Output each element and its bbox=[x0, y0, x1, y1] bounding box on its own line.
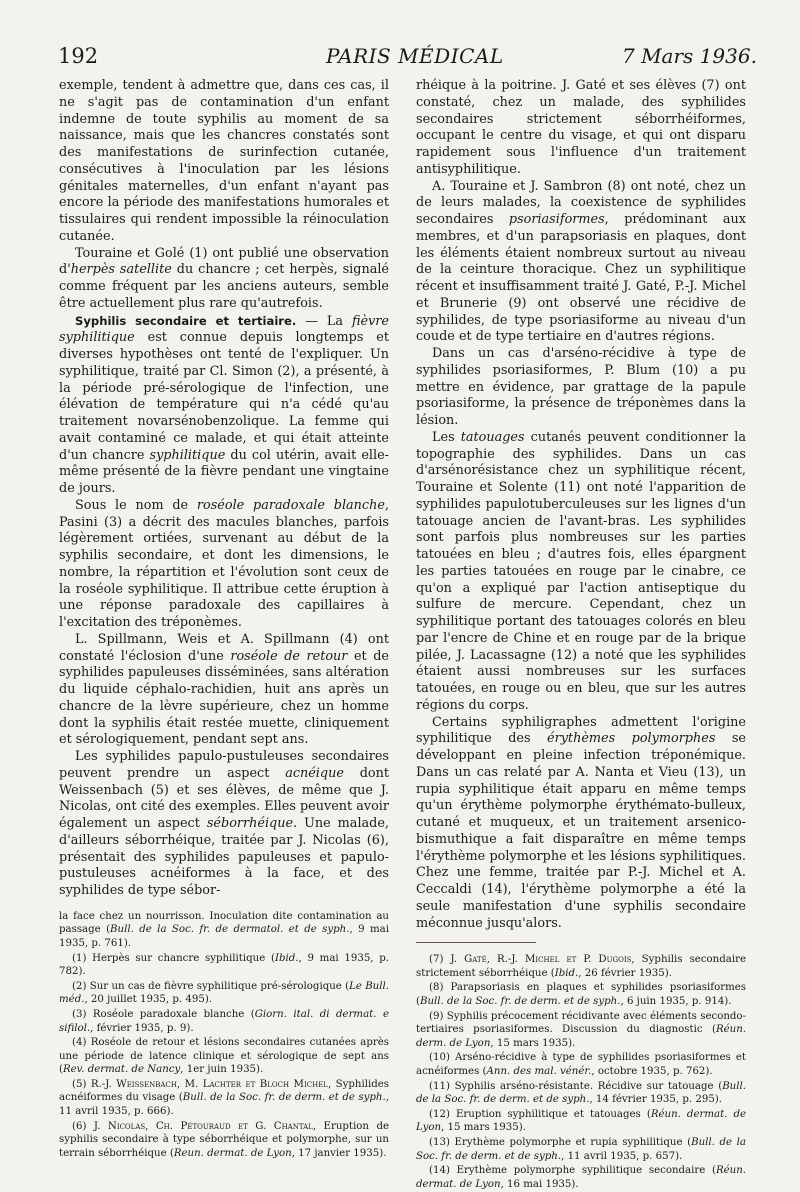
section-heading: Syphilis secondaire et tertiaire. bbox=[75, 313, 297, 328]
paragraph: Touraine et Golé (1) ont publié une observation d'herpès satellite du chancre ; cet herpès, signalé comme fréquent par les anciens auteurs, semble être actuellement plus rare qu'autrefois. bbox=[59, 245, 389, 311]
paragraph: Dans un cas d'arséno-récidive à type de syphilides psoriasiformes, P. Blum (10) a pu mettre en évidence, par grattage de la papule psoriasiforme, la présence de tréponèmes dans la lésion. bbox=[416, 346, 746, 428]
paragraph: Les tatouages cutanés peuvent conditionner la topographie des syphilides. Dans un cas d'arsénorésistance chez un syphilitique récent, Touraine et Solente (11) ont noté l'apparition de syphilides papulotuberculeuses sur les lignes d'un tatouage ancien de l'avant-bras. Les syphilides sont parfois plus nombreuses sur les parties tatouées en bleu ; d'autres fois, elles épargnent les parties tatouées en rouge par le cinabre, ce qu'on a expliqué par l'action antiseptique du sulfure de mercure. Cependant, chez un syphilitique portant des tatouages colorés en bleu par l'encre de Chine et en rouge par de la brique pilée, J. Lacassagne (12) a noté que les syphilides étaient aussi nombreuses sur les surfaces tatouées, en rouge ou en bleu, que sur les autres régions du corps. bbox=[416, 429, 746, 713]
footnote: (3) Roséole paradoxale blanche (Giorn. ital. di dermat. e sifilol., février 1935, p. 9). bbox=[59, 1008, 389, 1034]
footnote: (1) Herpès sur chancre syphilitique (Ibid., 9 mai 1935, p. 782). bbox=[59, 952, 389, 978]
footnote: (2) Sur un cas de fièvre syphilitique pré-sérologique (Le Bull. méd., 20 juillet 1935, p. 495). bbox=[59, 980, 389, 1006]
footnote: (5) R.-J. Weissenbach, M. Lachter et Bloch Michel, Syphilides acnéiformes du visage (Bull. de la Soc. fr. de derm. et de syph., 11 avril 1935, p. 666). bbox=[59, 1078, 389, 1118]
paragraph: A. Touraine et J. Sambron (8) ont noté, chez un de leurs malades, la coexistence de syphilides secondaires psoriasiformes, prédominant aux membres, et d'un parapsoriasis en plaques, dont les éléments étaient nombreux surtout au niveau de la ceinture thoracique. Chez un syphilitique récent et insuffisamment traité J. Gaté, P.-J. Michel et Brunerie (9) ont observé une récidive de syphilides, de type psoriasiforme au niveau d'un coude et de type tertiaire en d'autres régions. bbox=[416, 178, 746, 345]
footnote: (11) Syphilis arséno-résistante. Récidive sur tatouage (Bull. de la Soc. fr. de derm. et de syph., 14 février 1935, p. 295). bbox=[416, 1080, 746, 1106]
footnote: (14) Erythème polymorphe syphilitique secondaire (Réun. dermat. de Lyon, 16 mai 1935). bbox=[416, 1165, 746, 1190]
page-number: 192 bbox=[58, 44, 99, 68]
left-body-text bbox=[59, 78, 389, 900]
footnote: (8) Parapsoriasis en plaques et syphilides psoriasiformes (Bull. de la Soc. fr. de derm. et de syph., 6 juin 1935, p. 914). bbox=[416, 982, 746, 1008]
footnote: (4) Roséole de retour et lésions secondaires cutanées après une période de latence clinique et sérologique de sept ans (Rev. dermat. de Nancy, 1er juin 1935). bbox=[59, 1037, 389, 1076]
journal-title: PARIS MÉDICAL bbox=[326, 44, 504, 68]
footnote: (7) J. Gaté, R.-J. Michel et P. Dugois, Syphilis secondaire strictement séborrhéique (Ibid., 26 février 1935). bbox=[416, 954, 746, 979]
left-footnotes bbox=[59, 910, 389, 1161]
paragraph: Les syphilides papulo-pustuleuses secondaires peuvent prendre un aspect acnéique dont Weissenbach (5) et ses élèves, de même que J. Nicolas, ont cité des exemples. Elles peuvent avoir également un aspect séborrhéique. Une malade, d'ailleurs séborrhéique, traitée par J. Nicolas (6), présentait des syphilides papuleuses et papulo-pustuleuses acnéiformes à la face, et des syphilides de type sébor- bbox=[59, 749, 390, 898]
footnote: (9) Syphilis précocement récidivante avec éléments secondo-tertiaires psoriasiformes. Discussion du diagnostic (Réun. derm. de Lyon, 15 mars 1935). bbox=[416, 1010, 746, 1049]
paragraph: Sous le nom de roséole paradoxale blanche, Pasini (3) a décrit des macules blanches, parfois légèrement ortiées, survenant au début de la syphilis secondaire, et dont les dimensions, le nombre, la répartition et l'évolution sont ceux de la roséole syphilitique. Il attribue cette éruption à une réponse paradoxale des capillaires à l'excitation des tréponèmes. bbox=[59, 497, 389, 630]
right-body-text bbox=[416, 78, 746, 932]
right-column bbox=[416, 78, 746, 1192]
footnote: (12) Eruption syphilitique et tatouages (Réun. dermat. de Lyon, 15 mars 1935). bbox=[416, 1108, 747, 1134]
footnote: (10) Arséno-récidive à type de syphilides psoriasiformes et acnéiformes (Ann. des mal. vénér., octobre 1935, p. 762). bbox=[416, 1052, 746, 1077]
page-header bbox=[0, 0, 800, 70]
left-column bbox=[59, 78, 389, 1161]
paragraph: exemple, tendent à admettre que, dans ces cas, il ne s'agit pas de contamination d'un enfant indemne de toute syphilis au moment de sa naissance, mais que les chancres constatés sont des manifestations de surinfection cutanée, consécutives à l'inoculation par les lésions génitales maternelles, d'un enfant n'ayant pas encore la période des manifestations humorales et tissulaires qui rendent impossible la réinoculation cutanée. bbox=[59, 78, 389, 244]
footnote: (6) J. Nicolas, Ch. Pétouraud et G. Chantal, Eruption de syphilis secondaire à type séborrhéique et polymorphe, sur un terrain séborrhéique (Reun. dermat. de Lyon, 17 janvier 1935). bbox=[59, 1120, 389, 1159]
paragraph: rhéique à la poitrine. J. Gaté et ses élèves (7) ont constaté, chez un malade, des syphilides secondaires strictement séborrhéiformes, occupant le centre du visage, et qui ont disparu rapidement sous l'influence d'un traitement antisyphilitique. bbox=[416, 78, 746, 177]
paragraph: L. Spillmann, Weis et A. Spillmann (4) ont constaté l'éclosion d'une roséole de retour et de syphilides papuleuses disséminées, sans altération du liquide céphalo-rachidien, huit ans après un chancre de la lèvre supérieure, chez un homme dont la syphilis était restée muette, cliniquement et sérologiquement, pendant sept ans. bbox=[59, 631, 389, 748]
footnote-rule bbox=[416, 942, 536, 943]
issue-date: 7 Mars 1936. bbox=[622, 44, 757, 68]
right-footnotes bbox=[416, 953, 746, 1191]
footnote: la face chez un nourrisson. Inoculation dite contamination au passage (Bull. de la Soc. fr. de dermatol. et de syph., 9 mai 1935, p. 761). bbox=[59, 910, 389, 949]
paragraph: Syphilis secondaire et tertiaire. — La fièvre syphilitique est connue depuis longtemps et diverses hypothèses ont tenté de l'expliquer. Un syphilitique, traité par Cl. Simon (2), a présenté, à la période pré-sérologique de l'infection, une élévation de température qui n'a cédé qu'au traitement novarsénobenzolique. La femme qui avait contaminé ce malade, et qui était atteinte d'un chancre syphilitique du col utérin, avait elle-même présenté de la fièvre pendant une vingtaine de jours. bbox=[59, 313, 389, 496]
footnote: (13) Erythème polymorphe et rupia syphilitique (Bull. de la Soc. fr. de derm. et de syph., 11 avril 1935, p. 657). bbox=[416, 1136, 746, 1162]
paragraph: Certains syphiligraphes admettent l'origine syphilitique des érythèmes polymorphes se développant en pleine infection tréponémique. Dans un cas relaté par A. Nanta et Vieu (13), un rupia syphilitique était apparu en même temps qu'un érythème polymorphe érythémato-bulleux, cutané et muqueux, et un traitement arsenico-bismuthique a fait disparaître en même temps l'érythème polymorphe et les lésions syphilitiques. Chez une femme, traitée par P.-J. Michel et A. Ceccaldi (14), l'érythème polymorphe a été la seule manifestation d'une syphilis secondaire méconnue jusqu'alors. bbox=[416, 714, 746, 931]
